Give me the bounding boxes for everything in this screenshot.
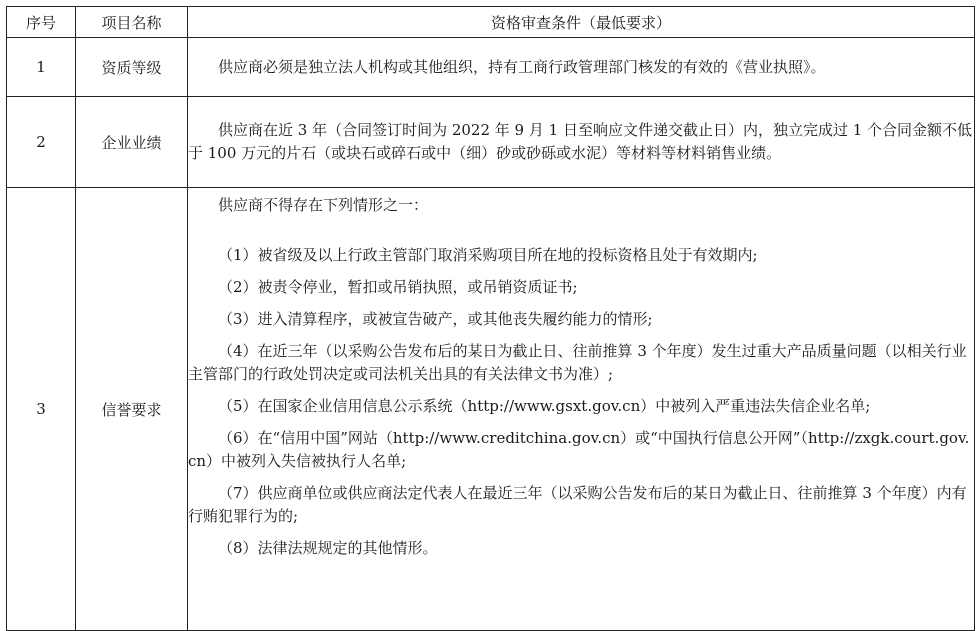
header-cond: 资格审查条件（最低要求） (188, 7, 975, 38)
row-condition (188, 188, 975, 631)
condition-item-8: （8）法律法规规定的其他情形。 (218, 539, 438, 557)
condition-item-6: （6）在“信用中国”网站（http://www.creditchina.gov.cn）或“中国执行信息公开网”（http://zxgk.court.gov.cn）中被列入失信被执行人名单; (188, 429, 970, 470)
header-name: 项目名称 (76, 7, 188, 38)
table-row (7, 97, 975, 188)
table-header-row (7, 7, 975, 38)
condition-intro: 供应商不得存在下列情形之一： (218, 196, 429, 214)
row-num: 2 (7, 97, 76, 188)
header-num: 序号 (7, 7, 76, 38)
condition-item-4: （4）在近三年（以采购公告发布后的某日为截止日、往前推算 3 个年度）发生过重大产品质量问题（以相关行业主管部门的行政处罚决定或司法机关出具的有关法律文书为准）; (188, 342, 967, 383)
condition-text: 供应商在近 3 年（合同签订时间为 2022 年 9 月 1 日至响应文件递交截止日）内，独立完成过 1 个合同金额不低于 100 万元的片石（或块石或碎石或中（细）砂或砂砾或水泥）等材料等材料销售业绩。 (188, 121, 973, 162)
condition-item-2: （2）被责令停业，暂扣或吊销执照，或吊销资质证书; (218, 278, 578, 296)
row-name: 企业业绩 (76, 97, 188, 188)
row-condition (188, 97, 975, 188)
qualification-table (6, 6, 975, 631)
row-name: 信誉要求 (76, 188, 188, 631)
row-num: 3 (7, 188, 76, 631)
table-row (7, 188, 975, 631)
row-num: 1 (7, 38, 76, 97)
row-condition (188, 38, 975, 97)
condition-text: 供应商必须是独立法人机构或其他组织，持有工商行政管理部门核发的有效的《营业执照》。 (218, 57, 826, 76)
condition-item-1: （1）被省级及以上行政主管部门取消采购项目所在地的投标资格且处于有效期内; (218, 246, 758, 264)
condition-item-7: （7）供应商单位或供应商法定代表人在最近三年（以采购公告发布后的某日为截止日、往前推算 3 个年度）内有行贿犯罪行为的; (188, 484, 967, 525)
condition-item-5: （5）在国家企业信用信息公示系统（http://www.gsxt.gov.cn）中被列入严重违法失信企业名单; (218, 397, 871, 415)
condition-item-3: （3）进入清算程序，或被宣告破产，或其他丧失履约能力的情形; (218, 310, 653, 328)
table-row (7, 38, 975, 97)
row-name: 资质等级 (76, 38, 188, 97)
